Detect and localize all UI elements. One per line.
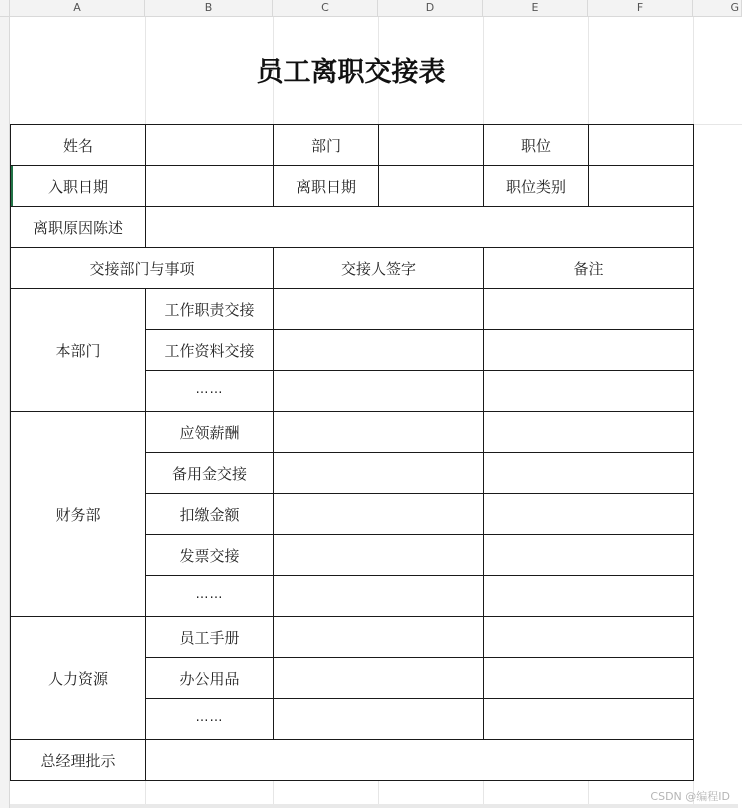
horizontal-scrollbar[interactable] xyxy=(10,804,738,808)
name-label: 姓名 xyxy=(11,125,146,166)
leave-date-value-cell[interactable] xyxy=(379,166,484,207)
remarks-cell[interactable] xyxy=(484,412,694,453)
signer-cell[interactable] xyxy=(274,453,484,494)
position-type-value-cell[interactable] xyxy=(589,166,694,207)
handover-item: 扣缴金额 xyxy=(146,494,274,535)
handover-item: 办公用品 xyxy=(146,658,274,699)
remarks-cell[interactable] xyxy=(484,617,694,658)
position-label: 职位 xyxy=(484,125,589,166)
column-header-g[interactable]: G xyxy=(693,0,742,16)
dept-label: 部门 xyxy=(274,125,379,166)
column-header-b[interactable]: B xyxy=(145,0,273,16)
name-value-cell[interactable] xyxy=(146,125,274,166)
row-header-bar xyxy=(0,17,10,808)
signer-cell[interactable] xyxy=(274,576,484,617)
handover-item: 发票交接 xyxy=(146,535,274,576)
handover-item: 工作职责交接 xyxy=(146,289,274,330)
handover-item: 应领薪酬 xyxy=(146,412,274,453)
gm-approval-value-cell[interactable] xyxy=(146,740,694,781)
hire-date-value-cell[interactable] xyxy=(146,166,274,207)
remarks-cell[interactable] xyxy=(484,330,694,371)
column-header-a[interactable]: A xyxy=(10,0,145,16)
column-header-d[interactable]: D xyxy=(378,0,483,16)
gm-approval-label: 总经理批示 xyxy=(11,740,146,781)
position-type-label: 职位类别 xyxy=(484,166,589,207)
signer-cell[interactable] xyxy=(274,371,484,412)
remarks-cell[interactable] xyxy=(484,658,694,699)
signer-cell[interactable] xyxy=(274,412,484,453)
signer-cell[interactable] xyxy=(274,699,484,740)
leave-reason-label: 离职原因陈述 xyxy=(11,207,146,248)
column-header-f[interactable]: F xyxy=(588,0,693,16)
handover-item: 员工手册 xyxy=(146,617,274,658)
form-title: 员工离职交接表 xyxy=(256,57,446,88)
remarks-cell[interactable] xyxy=(484,289,694,330)
signer-cell[interactable] xyxy=(274,617,484,658)
handover-form-table xyxy=(10,124,694,781)
hr-dept-label: 人力资源 xyxy=(11,617,146,740)
dept-items-header: 交接部门与事项 xyxy=(11,248,274,289)
signer-header: 交接人签字 xyxy=(274,248,484,289)
watermark: CSDN @编程ID xyxy=(650,790,730,803)
signer-cell[interactable] xyxy=(274,535,484,576)
handover-item-ellipsis: …… xyxy=(146,699,274,740)
column-header-e[interactable]: E xyxy=(483,0,588,16)
handover-item: 工作资料交接 xyxy=(146,330,274,371)
signer-cell[interactable] xyxy=(274,658,484,699)
remarks-cell[interactable] xyxy=(484,576,694,617)
finance-dept-label: 财务部 xyxy=(11,412,146,617)
remarks-cell[interactable] xyxy=(484,494,694,535)
position-value-cell[interactable] xyxy=(589,125,694,166)
own-dept-label: 本部门 xyxy=(11,289,146,412)
leave-reason-value-cell[interactable] xyxy=(146,207,694,248)
handover-item-ellipsis: …… xyxy=(146,371,274,412)
column-header-bar xyxy=(0,0,742,17)
dept-value-cell[interactable] xyxy=(379,125,484,166)
select-all-corner[interactable] xyxy=(0,0,10,16)
remarks-cell[interactable] xyxy=(484,453,694,494)
signer-cell[interactable] xyxy=(274,289,484,330)
remarks-header: 备注 xyxy=(484,248,694,289)
column-header-c[interactable]: C xyxy=(273,0,378,16)
leave-date-label: 离职日期 xyxy=(274,166,379,207)
signer-cell[interactable] xyxy=(274,494,484,535)
hire-date-label[interactable]: 入职日期 xyxy=(11,166,146,207)
remarks-cell[interactable] xyxy=(484,371,694,412)
remarks-cell[interactable] xyxy=(484,699,694,740)
handover-item-ellipsis: …… xyxy=(146,576,274,617)
remarks-cell[interactable] xyxy=(484,535,694,576)
signer-cell[interactable] xyxy=(274,330,484,371)
handover-item: 备用金交接 xyxy=(146,453,274,494)
